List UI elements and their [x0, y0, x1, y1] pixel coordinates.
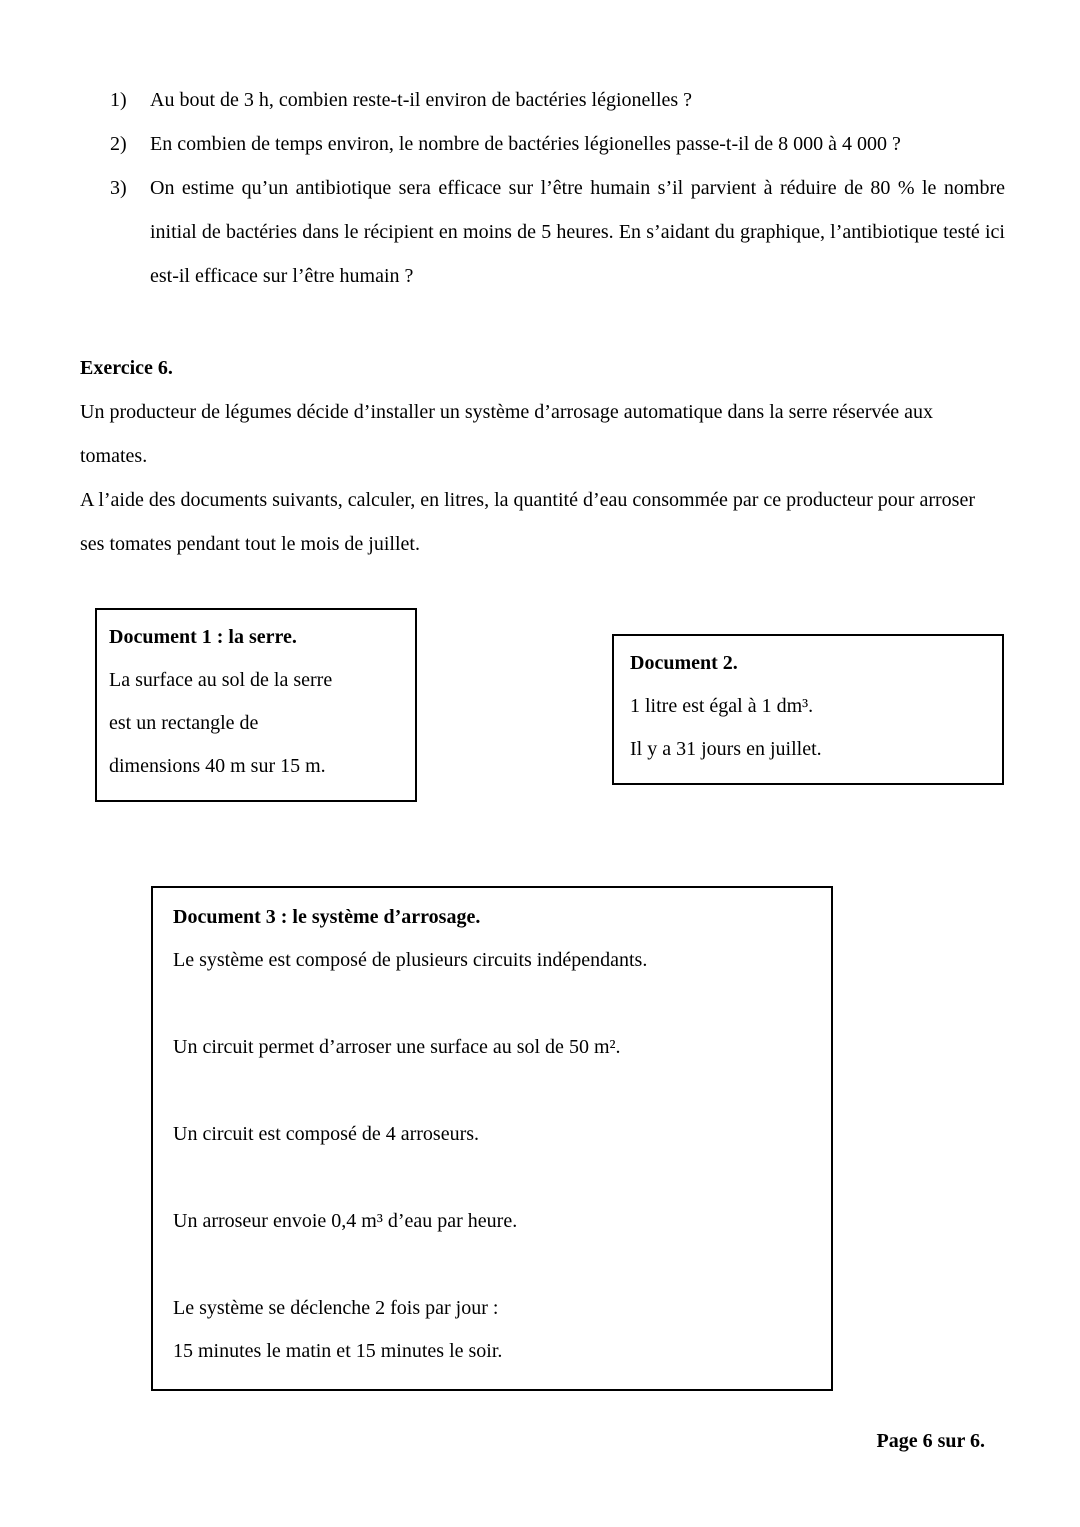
document-3-paragraph: Un circuit est composé de 4 arroseurs.: [173, 1123, 480, 1145]
document-1-title: Document 1 : la serre.: [109, 626, 297, 648]
document-2-box: [612, 634, 1004, 785]
question-text: Au bout de 3 h, combien reste-t-il environ de bactéries légionelles ?: [150, 89, 693, 111]
document-1-line: est un rectangle de: [109, 712, 259, 734]
question-list: [110, 78, 1005, 298]
page-number-label: Page 6 sur 6.: [876, 1430, 985, 1452]
document-3-paragraph: Un arroseur envoie 0,4 m³ d’eau par heure.: [173, 1210, 518, 1232]
document-2-line: Il y a 31 jours en juillet.: [630, 738, 822, 760]
question-number: 1): [110, 89, 127, 111]
question-item-3: [110, 166, 1005, 298]
document-3-box: [151, 886, 833, 1391]
exercise-intro-paragraph: Un producteur de légumes décide d’installer un système d’arrosage automatique dans la serre réservée aux tomates.: [80, 401, 933, 467]
document-2-title: Document 2.: [630, 652, 738, 674]
document-2-line: 1 litre est égal à 1 dm³.: [630, 695, 814, 717]
document-1-line: dimensions 40 m sur 15 m.: [109, 755, 326, 777]
question-number: 3): [110, 177, 127, 199]
question-item-1: [110, 78, 1005, 122]
exercise-section: [80, 346, 1005, 566]
question-item-2: [110, 122, 1005, 166]
document-3-paragraph: Le système est composé de plusieurs circuits indépendants.: [173, 949, 648, 971]
document-3-paragraph: 15 minutes le matin et 15 minutes le soir.: [173, 1340, 503, 1362]
document-1-line: La surface au sol de la serre: [109, 669, 333, 691]
document-3-paragraph: Le système se déclenche 2 fois par jour :: [173, 1297, 499, 1319]
question-text: En combien de temps environ, le nombre de bactéries légionelles passe-t-il de 8 000 à 4 000 ?: [150, 133, 901, 155]
documents-row: [80, 608, 1005, 858]
exercise-title: Exercice 6.: [80, 357, 173, 379]
document-1-box: [95, 608, 417, 802]
exercise-task-paragraph: A l’aide des documents suivants, calculer, en litres, la quantité d’eau consommée par ce producteur pour arroser ses tomates pendant tout le mois de juillet.: [80, 489, 975, 555]
question-text: On estime qu’un antibiotique sera efficace sur l’être humain s’il parvient à réduire de 80 % le nombre initial de bactéries dans le récipient en moins de 5 heures. En s’aidant du graphique, l’antibiotique testé ici est-il efficace sur l’être humain ?: [150, 177, 1005, 287]
document-3-title: Document 3 : le système d’arrosage.: [173, 906, 481, 928]
document-3-paragraph: Un circuit permet d’arroser une surface au sol de 50 m².: [173, 1036, 621, 1058]
question-number: 2): [110, 133, 127, 155]
